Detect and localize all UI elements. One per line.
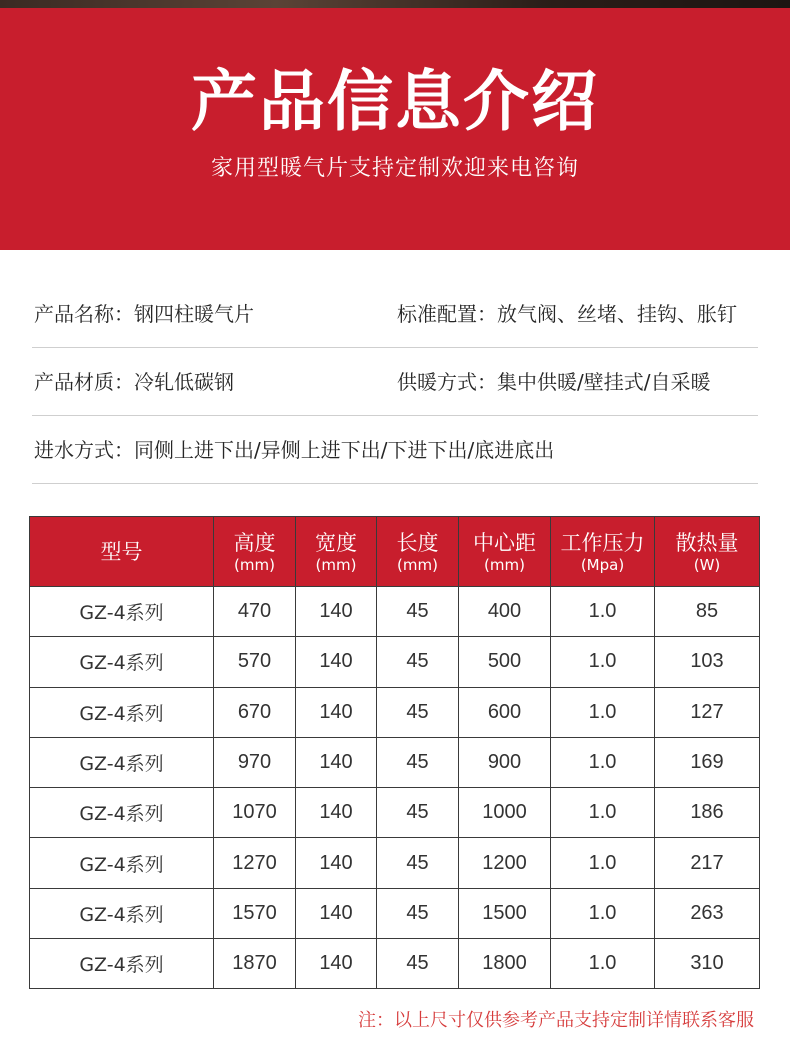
product-info — [32, 280, 758, 484]
cell-heat-output: 127 — [655, 687, 760, 737]
footnote: 注：以上尺寸仅供参考产品支持定制详情联系客服 — [358, 1010, 754, 1031]
table-row — [30, 939, 760, 989]
cell-pressure: 1.0 — [551, 737, 655, 787]
cell-height: 570 — [214, 637, 296, 687]
page-title: 产品信息介绍 — [191, 63, 599, 140]
cell-height: 1570 — [214, 888, 296, 938]
cell-length: 45 — [377, 637, 459, 687]
water-inlet-method: 进水方式：同侧上进下出/异侧上进下出/下进下出/底进底出 — [34, 438, 555, 462]
table-header-row — [30, 517, 760, 587]
cell-width: 140 — [296, 939, 377, 989]
table-row — [30, 737, 760, 787]
column-header-model: 型号 — [30, 517, 214, 587]
table-row — [30, 637, 760, 687]
cell-model: GZ-4系列 — [30, 587, 214, 637]
cell-heat-output: 217 — [655, 838, 760, 888]
cell-height: 670 — [214, 687, 296, 737]
product-photo-edge — [0, 0, 790, 8]
spec-table — [29, 516, 760, 989]
cell-center-distance: 500 — [459, 637, 551, 687]
cell-length: 45 — [377, 838, 459, 888]
page-subtitle: 家用型暖气片支持定制欢迎来电咨询 — [210, 156, 579, 181]
table-row — [30, 788, 760, 838]
cell-heat-output: 169 — [655, 737, 760, 787]
heating-method: 供暖方式：集中供暖/壁挂式/自采暖 — [397, 370, 711, 394]
header-banner — [0, 0, 790, 250]
column-header-height: 高度 (mm) — [214, 517, 296, 587]
table-row — [30, 587, 760, 637]
cell-height: 1070 — [214, 788, 296, 838]
cell-center-distance: 1500 — [459, 888, 551, 938]
product-material: 产品材质：冷轧低碳钢 — [34, 370, 234, 394]
info-row — [32, 348, 758, 416]
cell-pressure: 1.0 — [551, 888, 655, 938]
cell-center-distance: 900 — [459, 737, 551, 787]
column-header-center-distance: 中心距 (mm) — [459, 517, 551, 587]
cell-heat-output: 85 — [655, 587, 760, 637]
cell-width: 140 — [296, 687, 377, 737]
cell-heat-output: 263 — [655, 888, 760, 938]
cell-center-distance: 1800 — [459, 939, 551, 989]
column-header-heat-output: 散热量 (W) — [655, 517, 760, 587]
product-name: 产品名称：钢四柱暖气片 — [34, 302, 254, 326]
cell-center-distance: 1200 — [459, 838, 551, 888]
cell-model: GZ-4系列 — [30, 737, 214, 787]
cell-width: 140 — [296, 587, 377, 637]
cell-pressure: 1.0 — [551, 838, 655, 888]
cell-model: GZ-4系列 — [30, 888, 214, 938]
cell-center-distance: 600 — [459, 687, 551, 737]
cell-pressure: 1.0 — [551, 788, 655, 838]
cell-model: GZ-4系列 — [30, 838, 214, 888]
column-header-width: 宽度 (mm) — [296, 517, 377, 587]
cell-model: GZ-4系列 — [30, 788, 214, 838]
cell-width: 140 — [296, 637, 377, 687]
column-header-working-pressure: 工作压力 (Mpa) — [551, 517, 655, 587]
cell-pressure: 1.0 — [551, 939, 655, 989]
cell-width: 140 — [296, 888, 377, 938]
cell-width: 140 — [296, 838, 377, 888]
info-row — [32, 280, 758, 348]
cell-height: 470 — [214, 587, 296, 637]
cell-height: 970 — [214, 737, 296, 787]
table-row — [30, 838, 760, 888]
cell-pressure: 1.0 — [551, 587, 655, 637]
table-row — [30, 888, 760, 938]
cell-heat-output: 310 — [655, 939, 760, 989]
cell-model: GZ-4系列 — [30, 939, 214, 989]
cell-length: 45 — [377, 939, 459, 989]
cell-model: GZ-4系列 — [30, 637, 214, 687]
cell-length: 45 — [377, 587, 459, 637]
cell-width: 140 — [296, 788, 377, 838]
standard-config: 标准配置：放气阀、丝堵、挂钩、胀钉 — [397, 302, 737, 326]
cell-pressure: 1.0 — [551, 637, 655, 687]
cell-heat-output: 103 — [655, 637, 760, 687]
cell-length: 45 — [377, 888, 459, 938]
column-header-length: 长度 (mm) — [377, 517, 459, 587]
cell-center-distance: 1000 — [459, 788, 551, 838]
cell-length: 45 — [377, 687, 459, 737]
cell-height: 1270 — [214, 838, 296, 888]
cell-length: 45 — [377, 737, 459, 787]
cell-height: 1870 — [214, 939, 296, 989]
table-row — [30, 687, 760, 737]
cell-heat-output: 186 — [655, 788, 760, 838]
cell-model: GZ-4系列 — [30, 687, 214, 737]
cell-length: 45 — [377, 788, 459, 838]
cell-pressure: 1.0 — [551, 687, 655, 737]
cell-width: 140 — [296, 737, 377, 787]
info-row — [32, 416, 758, 484]
cell-center-distance: 400 — [459, 587, 551, 637]
